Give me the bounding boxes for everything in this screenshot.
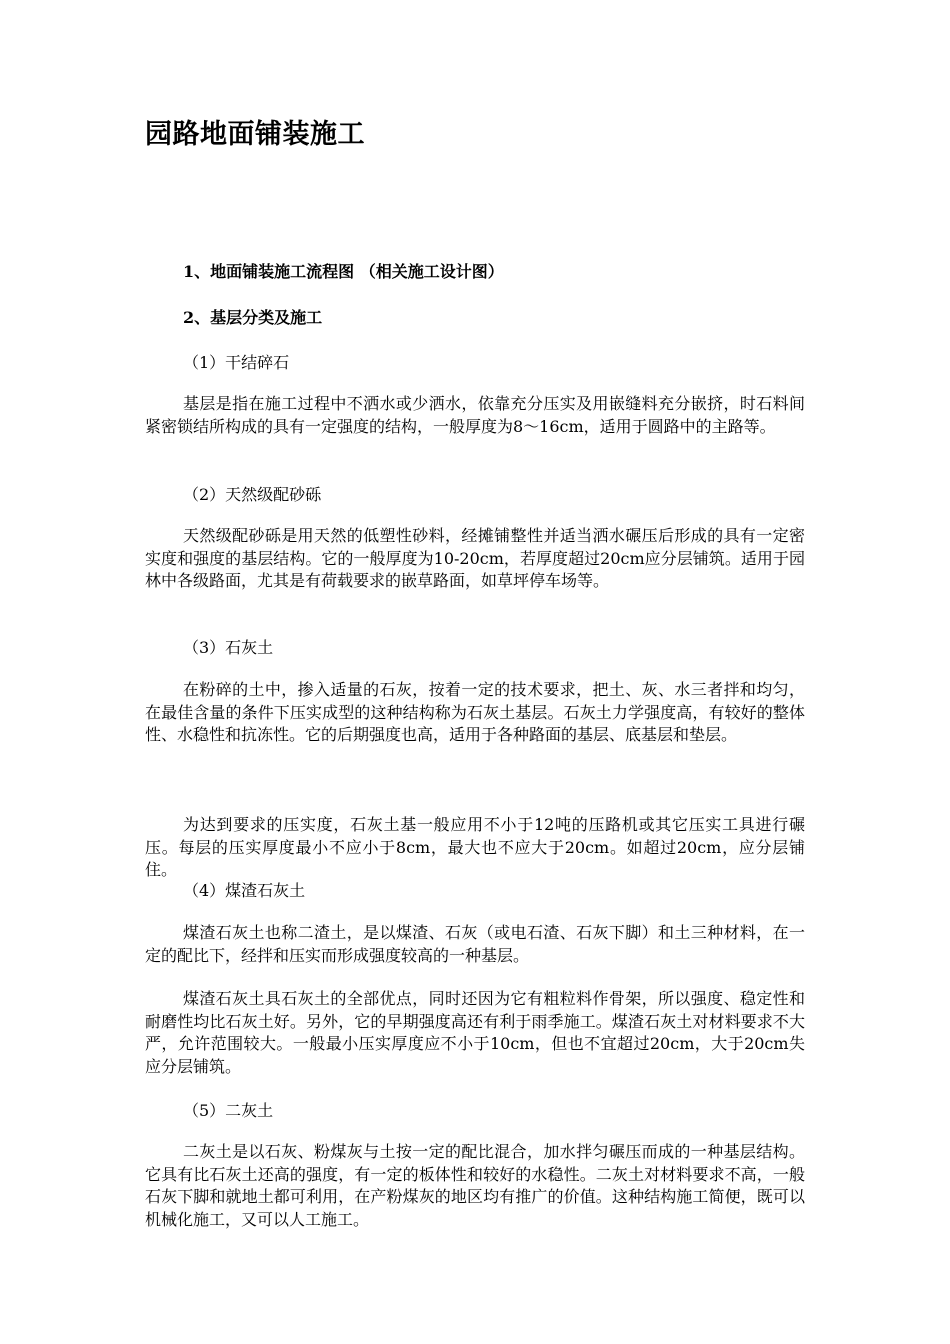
paragraph-two-ash-soil: 二灰土是以石灰、粉煤灰与土按一定的配比混合，加水拌匀碾压而成的一种基层结构。它具有比石灰土还高的强度，有一定的板体性和较好的水稳性。二灰土对材料要求不高，一般石灰下脚和就地土都可利用，在产粉煤灰的地区均有推广的价值。这种结构施工简便，既可以机械化施工，又可以人工施工。 (145, 1142, 805, 1229)
document-title: 园路地面铺装施工 (145, 119, 365, 150)
paragraph-cinder-lime-soil-1: 煤渣石灰土也称二渣土，是以煤渣、石灰（或电石渣、石灰下脚）和土三种材料，在一定的配比下，经拌和压实而形成强度较高的一种基层。 (145, 923, 805, 965)
subheading-cinder-lime-soil: （4）煤渣石灰土 (183, 881, 306, 900)
section-heading-flowchart: 1、地面铺装施工流程图 （相关施工设计图） (183, 262, 504, 281)
paragraph-natural-gravel: 天然级配砂砾是用天然的低塑性砂料，经摊铺整性并适当洒水碾压后形成的具有一定密实度和强度的基层结构。它的一般厚度为10-20cm，若厚度超过20cm应分层铺筑。适用于园林中各级路面，尤其是有荷载要求的嵌草路面，如草坪停车场等。 (145, 526, 805, 590)
section-heading-base-layers: 2、基层分类及施工 (183, 308, 323, 327)
subheading-dry-crushed-stone: （1）干结碎石 (183, 353, 290, 372)
paragraph-dry-crushed-stone: 基层是指在施工过程中不洒水或少洒水，依靠充分压实及用嵌缝料充分嵌挤，时石料间紧密锁结所构成的具有一定强度的结构，一般厚度为8～16cm，适用于圆路中的主路等。 (145, 394, 805, 436)
paragraph-lime-soil-2: 为达到要求的压实度，石灰土基一般应用不小于12吨的压路机或其它压实工具进行碾压。每层的压实厚度最小不应小于8cm，最大也不应大于20cm。如超过20cm，应分层铺住。 (145, 815, 805, 879)
subheading-lime-soil: （3）石灰土 (183, 638, 274, 657)
paragraph-cinder-lime-soil-2: 煤渣石灰土具石灰土的全部优点，同时还因为它有粗粒料作骨架，所以强度、稳定性和耐磨性均比石灰土好。另外，它的早期强度高还有利于雨季施工。煤渣石灰土对材料要求不大严，允许范围较大。一般最小压实厚度应不小于10cm，但也不宜超过20cm，大于20cm失应分层铺筑。 (145, 989, 805, 1076)
subheading-two-ash-soil: （5）二灰土 (183, 1101, 274, 1120)
paragraph-lime-soil-1: 在粉碎的土中，掺入适量的石灰，按着一定的技术要求，把土、灰、水三者拌和均匀，在最佳含量的条件下压实成型的这种结构称为石灰土基层。石灰土力学强度高，有较好的整体性、水稳性和抗冻性。它的后期强度也高，适用于各种路面的基层、底基层和垫层。 (145, 680, 805, 744)
subheading-natural-gravel: （2）天然级配砂砾 (183, 485, 322, 504)
